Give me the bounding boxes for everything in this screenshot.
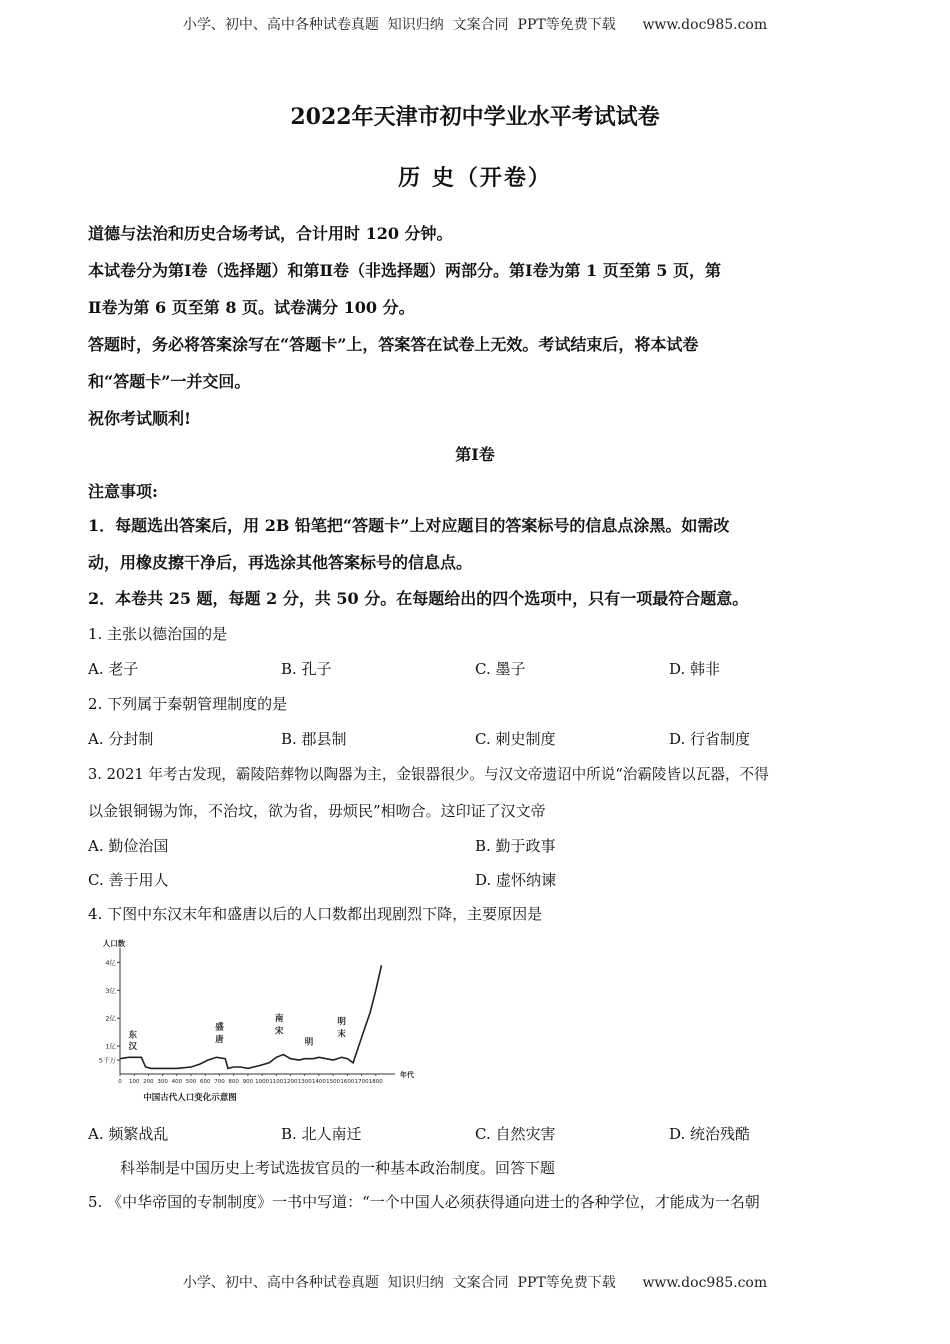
section-title: 第Ⅰ卷 (455, 445, 495, 464)
option-d[interactable]: D. 韩非 (669, 660, 721, 678)
option-a[interactable]: A. 分封制 (88, 730, 154, 748)
x-tick-label: 500 (185, 1079, 197, 1085)
x-tick-label: 1400 (311, 1079, 326, 1085)
x-tick-label: 1300 (297, 1079, 312, 1085)
option-b[interactable]: B. 勤于政事 (475, 837, 556, 855)
x-tick-label: 300 (157, 1079, 168, 1085)
population-chart (90, 934, 420, 1114)
chart-annotation: 盛 (215, 1022, 224, 1033)
question-stem: 4. 下图中东汉末年和盛唐以后的人口数都出现剧烈下降，主要原因是 (88, 905, 543, 923)
x-tick-label: 400 (171, 1079, 183, 1085)
y-tick-label: 2亿 (105, 1014, 116, 1023)
question-stem: 3. 2021 年考古发现，霸陵陪葬物以陶器为主，金银器很少。与汉文帝遗诏中所说“治霸陵皆以瓦器，不得 (88, 766, 769, 783)
x-axis-label: 年代 (400, 1071, 414, 1079)
intro-line: 祝你考试顺利! (88, 409, 192, 428)
chart-title: 中国古代人口变化示意图 (143, 1093, 237, 1103)
notes-title: 注意事项: (88, 482, 158, 501)
chart-annotation: 南 (274, 1013, 284, 1024)
passage-intro: 科举制是中国历史上考试选拔官员的一种基本政治制度。回答下题 (120, 1159, 556, 1177)
exam-subtitle: 历 史（开卷） (398, 165, 552, 191)
note-line: 动，用橡皮擦干净后，再选涂其他答案标号的信息点。 (88, 553, 473, 572)
x-tick-label: 1500 (326, 1079, 341, 1085)
x-tick-label: 800 (228, 1079, 239, 1085)
y-tick-label: 4亿 (105, 958, 116, 967)
option-c[interactable]: C. 刺史制度 (475, 730, 556, 748)
question-stem: 2. 下列属于秦朝管理制度的是 (88, 695, 288, 713)
x-tick-label: 0 (118, 1079, 122, 1085)
option-c[interactable]: C. 自然灾害 (475, 1125, 556, 1143)
option-b[interactable]: B. 孔子 (281, 660, 332, 678)
x-tick-label: 1200 (283, 1079, 298, 1085)
chart-annotation: 明 (337, 1016, 346, 1027)
option-a[interactable]: A. 频繁战乱 (88, 1125, 169, 1143)
chart-annotation: 东 (128, 1030, 138, 1041)
intro-line: 本试卷分为第Ⅰ卷（选择题）和第Ⅱ卷（非选择题）两部分。第Ⅰ卷为第 1 页至第 5 页，第 (88, 261, 722, 280)
page-footer: 小学、初中、高中各种试卷真题 知识归纳 文案合同 PPT等免费下载 www.doc985.com (182, 1275, 768, 1291)
x-tick-label: 900 (242, 1079, 254, 1085)
x-tick-label: 1100 (269, 1079, 284, 1085)
x-tick-label: 1000 (255, 1079, 270, 1085)
intro-line: 答题时，务必将答案涂写在“答题卡”上，答案答在试卷上无效。考试结束后，将本试卷 (88, 335, 699, 354)
option-b[interactable]: B. 北人南迁 (281, 1125, 362, 1143)
option-a[interactable]: A. 老子 (88, 660, 139, 678)
intro-line: 道德与法治和历史合场考试，合计用时 120 分钟。 (88, 224, 453, 243)
x-tick-label: 200 (143, 1079, 154, 1085)
option-b[interactable]: B. 郡县制 (281, 730, 347, 748)
option-a[interactable]: A. 勤俭治国 (88, 837, 169, 855)
exam-title: 2022年天津市初中学业水平考试试卷 (290, 104, 660, 130)
page-header: 小学、初中、高中各种试卷真题 知识归纳 文案合同 PPT等免费下载 www.doc985.com (182, 17, 768, 33)
y-axis-label: 人口数 (102, 939, 126, 948)
intro-line: Ⅱ卷为第 6 页至第 8 页。试卷满分 100 分。 (88, 298, 415, 317)
x-tick-label: 1800 (368, 1079, 383, 1085)
option-d[interactable]: D. 统治残酷 (669, 1125, 751, 1143)
y-tick-label: 5千万 (98, 1056, 116, 1065)
question-stem: 5. 《中华帝国的专制制度》一书中写道：“一个中国人必须获得通向进士的各种学位，才能成为一名朝 (88, 1193, 760, 1211)
y-tick-label: 3亿 (105, 986, 116, 995)
option-d[interactable]: D. 行省制度 (669, 730, 751, 748)
chart-annotation: 唐 (215, 1034, 224, 1045)
option-d[interactable]: D. 虚怀纳谏 (475, 871, 557, 889)
chart-annotation: 明 (304, 1037, 314, 1048)
x-tick-label: 700 (214, 1079, 225, 1085)
question-stem: 1. 主张以德治国的是 (88, 625, 228, 643)
note-line: 1．每题选出答案后，用 2B 铅笔把“答题卡”上对应题目的答案标号的信息点涂黑。如需改 (88, 516, 730, 535)
question-stem: 以金银铜锡为饰，不治坟，欲为省，毋烦民”相吻合。这印证了汉文帝 (88, 802, 546, 820)
x-tick-label: 100 (128, 1079, 140, 1085)
chart-annotation: 宋 (274, 1026, 284, 1037)
option-c[interactable]: C. 墨子 (475, 660, 526, 678)
chart-annotation: 末 (337, 1029, 346, 1040)
x-tick-label: 1700 (354, 1079, 369, 1085)
note-line: 2．本卷共 25 题，每题 2 分，共 50 分。在每题给出的四个选项中，只有一项最符合题意。 (88, 589, 749, 608)
x-tick-label: 1600 (340, 1079, 355, 1085)
option-c[interactable]: C. 善于用人 (88, 871, 169, 889)
intro-line: 和“答题卡”一并交回。 (88, 372, 251, 391)
x-tick-label: 600 (200, 1079, 211, 1085)
chart-annotation: 汉 (128, 1041, 138, 1052)
y-tick-label: 1亿 (105, 1042, 116, 1051)
